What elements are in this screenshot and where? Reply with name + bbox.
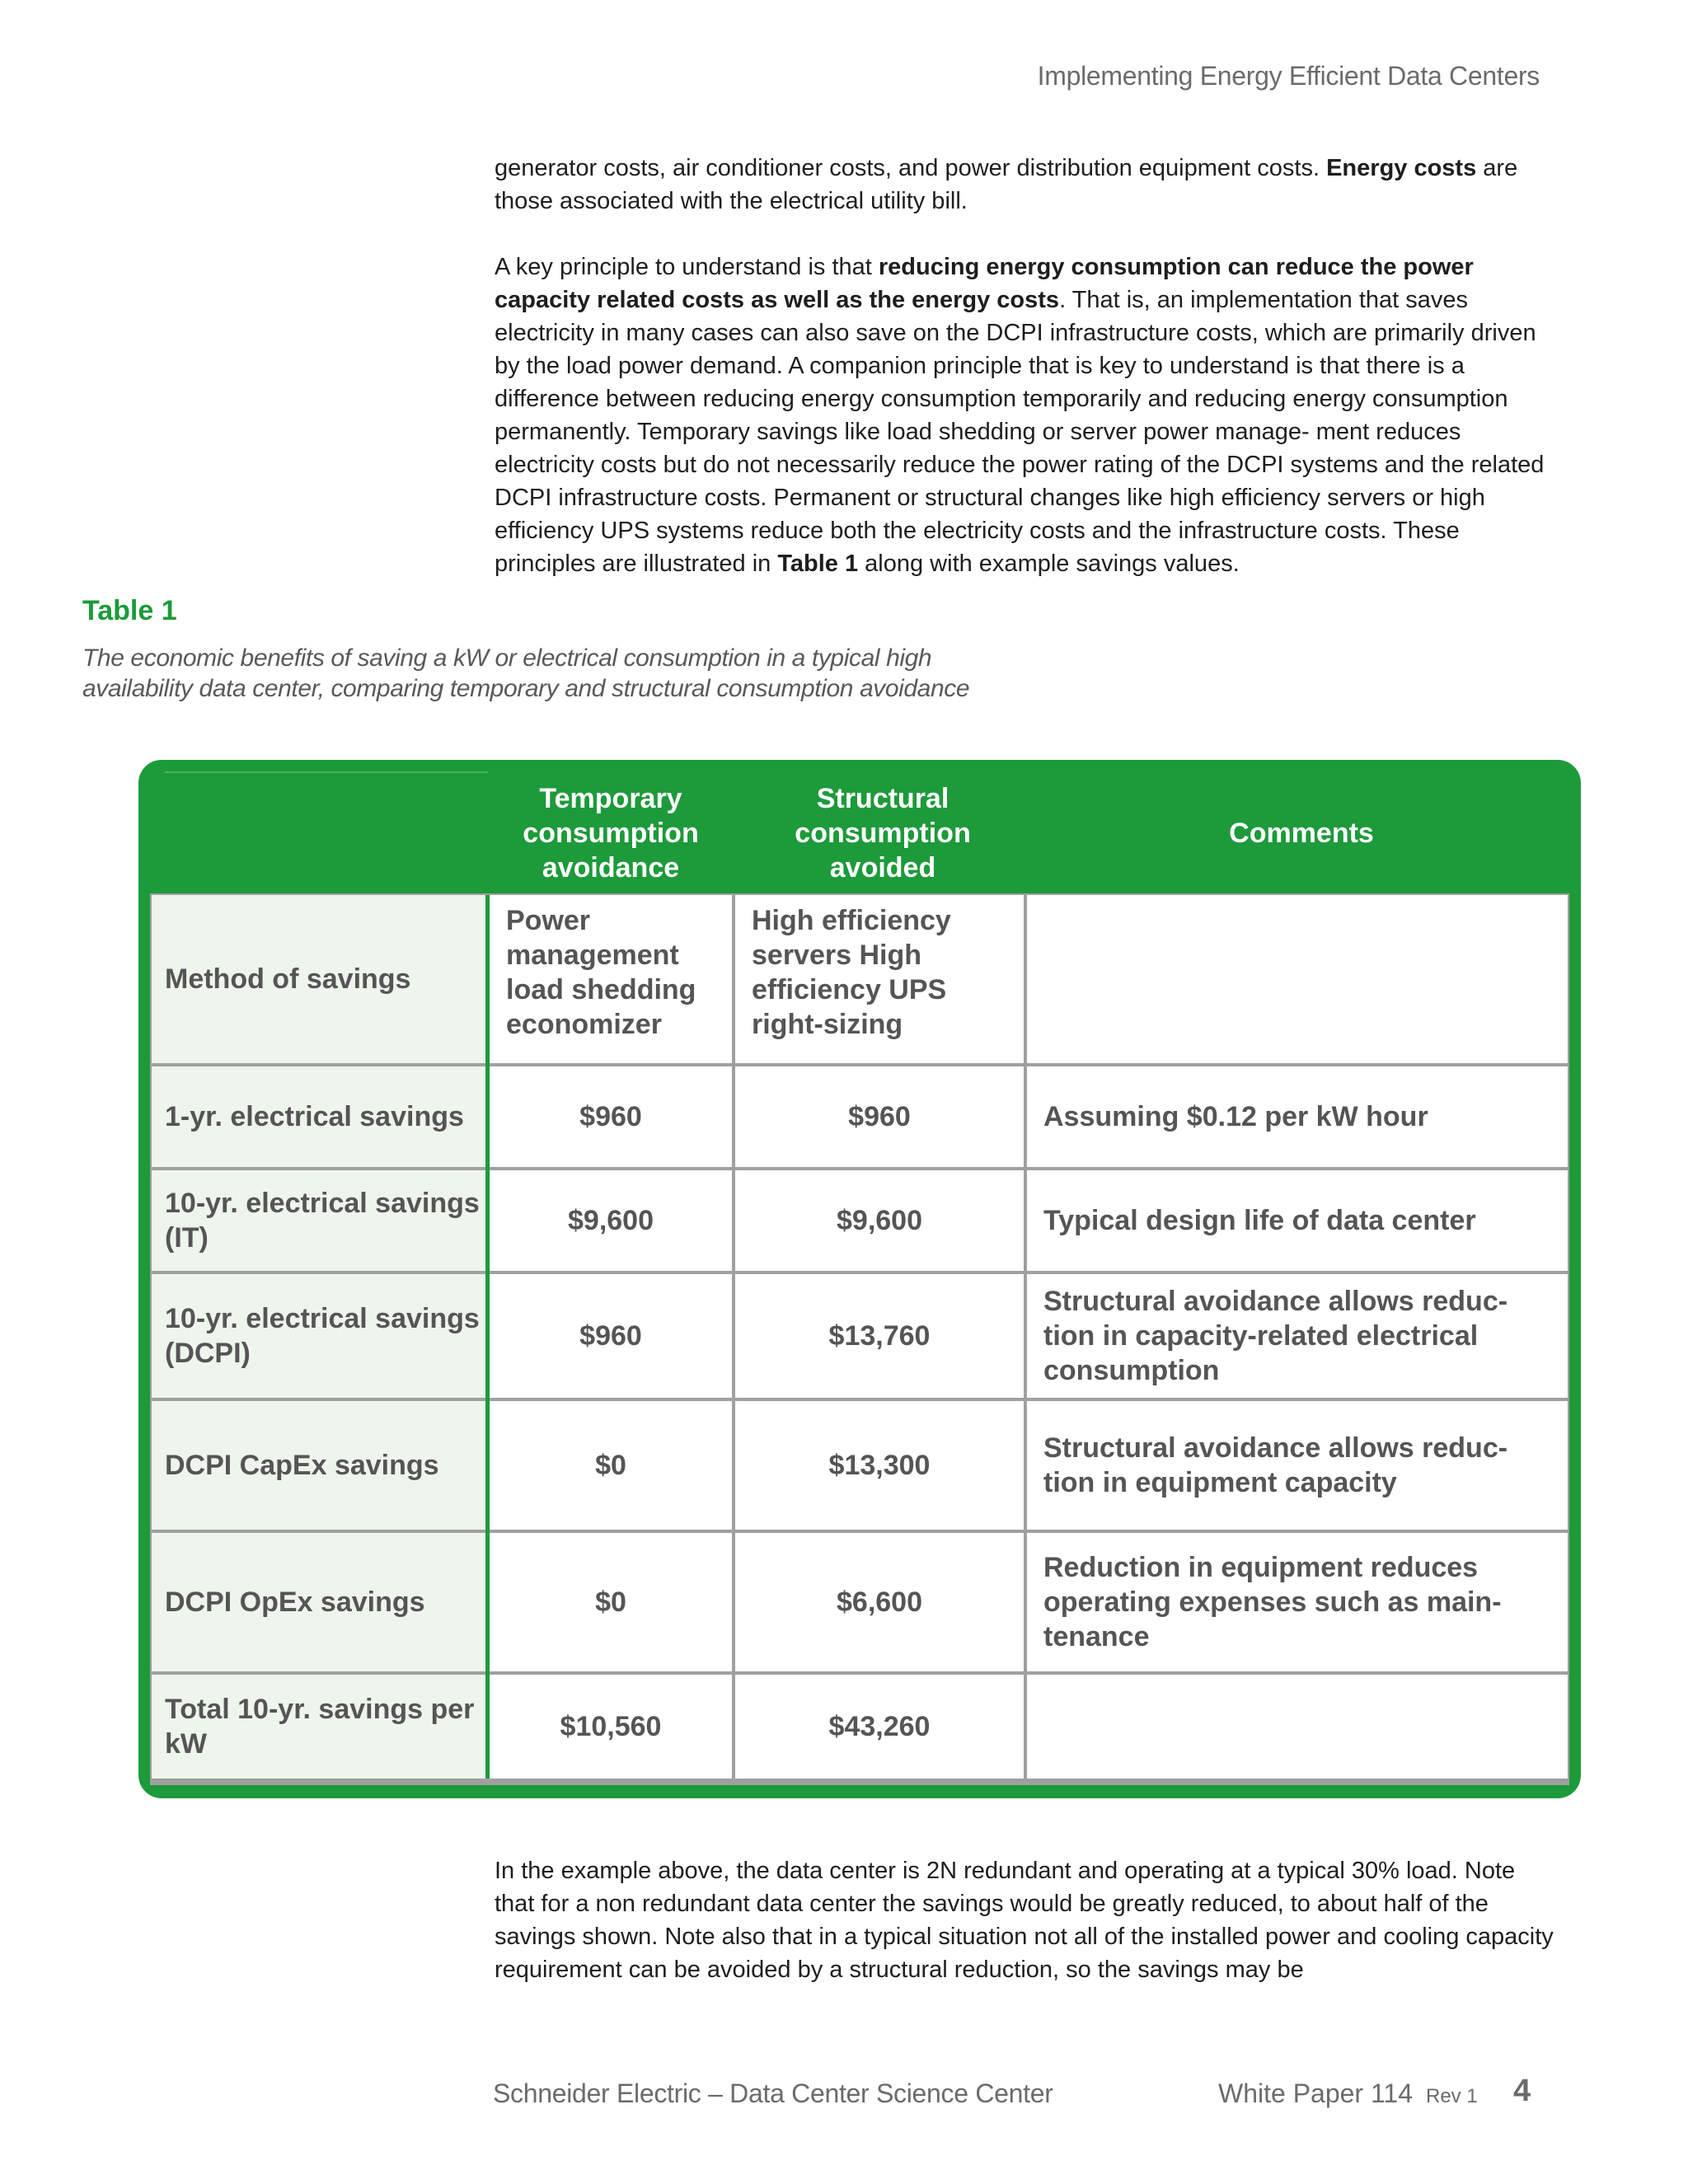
cell-capex-temporary: $0 <box>490 1401 732 1530</box>
column-header-structural: Structural consumption avoided <box>795 783 971 883</box>
cell-opex-comment: Reduction in equipment reduces operating expenses such as main- tenance <box>1027 1533 1568 1671</box>
cell-10yr-dcpi-structural: $13,760 <box>735 1274 1024 1398</box>
row-header-total: Total 10-yr. savings per kW <box>152 1675 485 1779</box>
cell-total-structural: $43,260 <box>735 1675 1024 1779</box>
footer-organization: Schneider Electric – Data Center Science Center <box>493 2079 1053 2108</box>
cell-10yr-it-structural: $9,600 <box>735 1170 1024 1271</box>
cell-opex-structural: $6,600 <box>735 1533 1024 1671</box>
footer-revision: Rev 1 <box>1426 2085 1478 2107</box>
cell-10yr-dcpi-temporary: $960 <box>490 1274 732 1398</box>
row-header-10yr-dcpi: 10-yr. electrical savings (DCPI) <box>152 1274 485 1398</box>
cell-1yr-structural: $960 <box>735 1066 1024 1167</box>
table-label: Table 1 <box>82 595 177 626</box>
savings-table <box>138 760 1581 1798</box>
row-header-method: Method of savings <box>152 895 485 1063</box>
cell-10yr-dcpi-comment: Structural avoidance allows reduc- tion in capacity-related electrical consumption <box>1027 1274 1568 1398</box>
cell-1yr-temporary: $960 <box>490 1066 732 1167</box>
intro-text <box>495 152 1554 580</box>
intro-paragraph-2: A key principle to understand is that reducing energy consumption can reduce the power capacity related costs as well as the energy costs. That is, an implementation that saves electricity in many cases can also save on the DCPI infrastructure costs, which are primarily driven by the load power demand. A companion principle that is key to understand is that there is a difference between reducing energy consumption temporarily and reducing energy consumption permanently. Temporary savings like load shedding or server power manage- ment reduces electricity costs but do not necessarily reduce the power rating of the DCPI systems and the related DCPI infrastructure costs. Permanent or structural changes like high efficiency servers or high efficiency UPS systems reduce both the electricity costs and the infrastructure costs. These principles are illustrated in Table 1 along with example savings values. <box>495 254 1545 577</box>
closing-text <box>495 1854 1554 1986</box>
cell-method-structural: High efficiency servers High efficiency UPS right-sizing <box>735 895 1024 1063</box>
row-header-capex: DCPI CapEx savings <box>152 1401 485 1530</box>
cell-method-comment <box>1027 895 1568 1063</box>
running-header: Implementing Energy Efficient Data Centers <box>1037 61 1540 91</box>
cell-10yr-it-temporary: $9,600 <box>490 1170 732 1271</box>
cell-total-temporary: $10,560 <box>490 1675 732 1779</box>
table-caption: The economic benefits of saving a kW or electrical consumption in a typical high availability data center, comparing temporary and structural consumption avoidance <box>82 644 970 702</box>
rowheader-separator <box>485 895 490 1779</box>
cell-10yr-it-comment: Typical design life of data center <box>1027 1170 1568 1271</box>
page-number: 4 <box>1513 2074 1531 2108</box>
row-header-10yr-it: 10-yr. electrical savings (IT) <box>152 1170 485 1271</box>
cell-1yr-comment: Assuming $0.12 per kW hour <box>1027 1066 1568 1167</box>
intro-paragraph-1: generator costs, air conditioner costs, and power distribution equipment costs. Energy costs are those associated with the electrical utility bill. <box>495 155 1518 214</box>
column-header-comments: Comments <box>1229 818 1374 849</box>
row-header-1yr: 1-yr. electrical savings <box>152 1066 485 1167</box>
closing-paragraph: In the example above, the data center is 2N redundant and operating at a typical 30% load. Note that for a non redundant data center the savings would be greatly reduced, to about half of the savings shown. Note also that in a typical situation not all of the installed power and cooling capacity requirement can be avoided by a structural reduction, so the savings may be <box>495 1858 1554 1983</box>
row-header-opex: DCPI OpEx savings <box>152 1533 485 1671</box>
footer-paper-number: White Paper 114 <box>1218 2079 1413 2108</box>
cell-capex-structural: $13,300 <box>735 1401 1024 1530</box>
cell-opex-temporary: $0 <box>490 1533 732 1671</box>
header-divider <box>165 771 488 773</box>
cell-total-comment <box>1027 1675 1568 1779</box>
cell-capex-comment: Structural avoidance allows reduc- tion in equipment capacity <box>1027 1401 1568 1530</box>
column-header-temporary: Temporary consumption avoidance <box>523 783 699 883</box>
cell-method-temporary: Power management load shedding economizer <box>490 895 732 1063</box>
